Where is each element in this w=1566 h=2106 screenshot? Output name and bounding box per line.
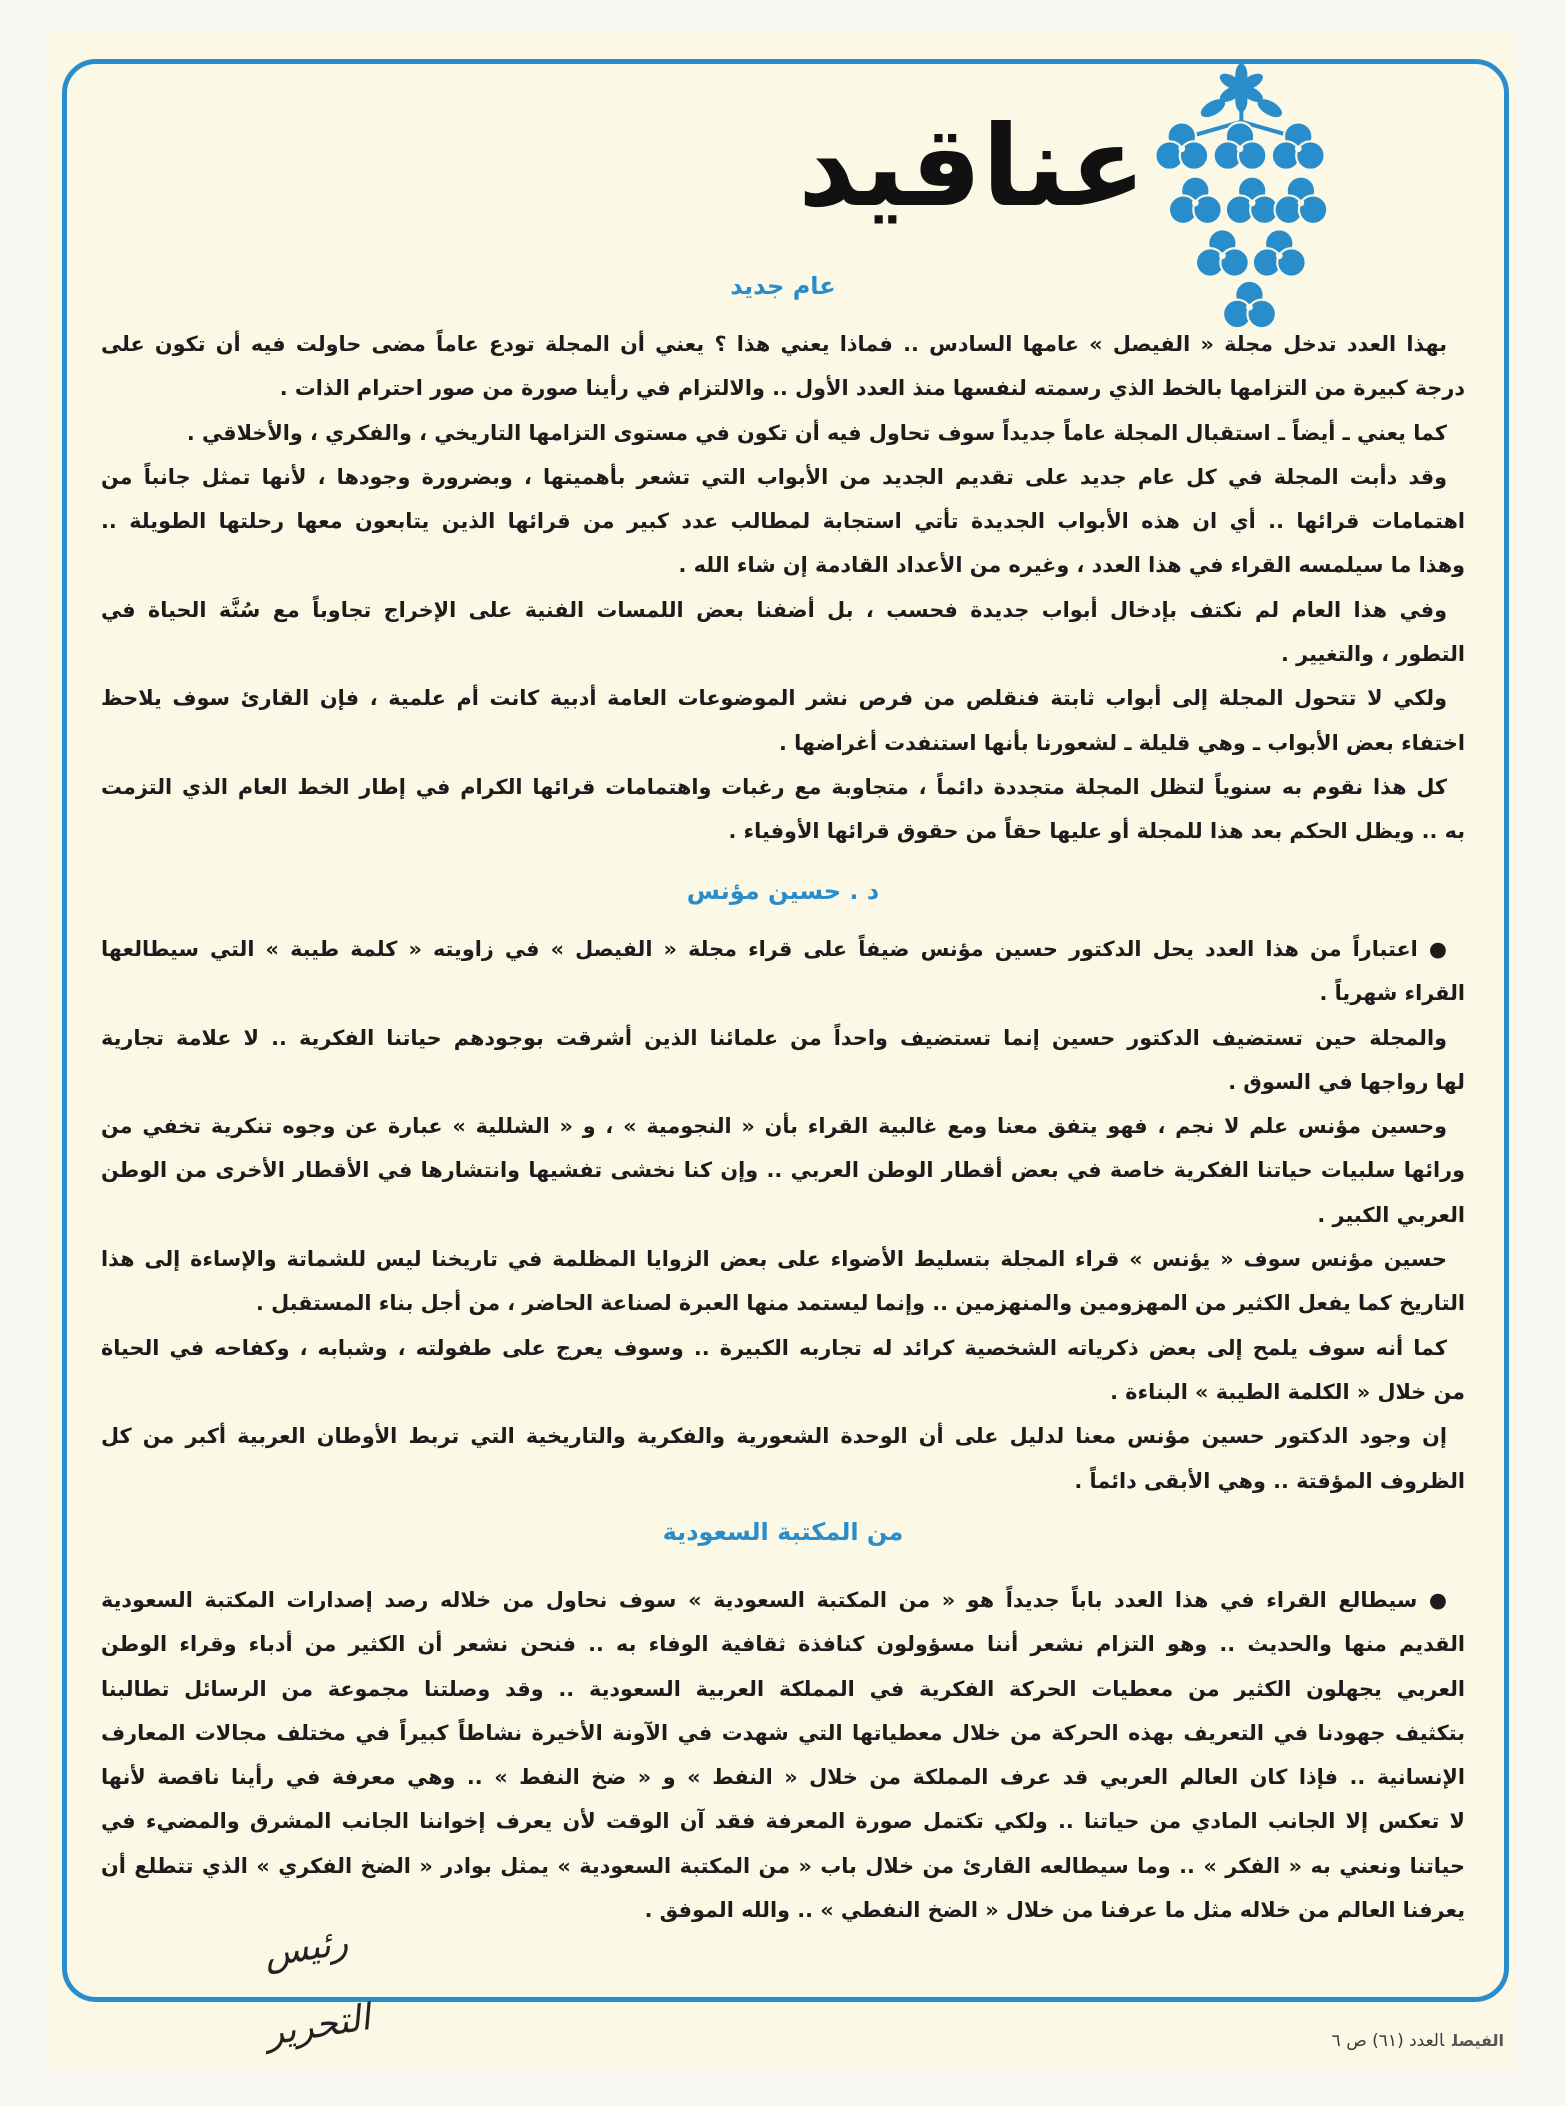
text-line: اهتمامات قرائها .. أي ان هذه الأبواب الجديدة تأتي استجابة لمطالب عدد كبير من قرائها الذين يتابعون معها رحلتها الطويلة .. <box>101 509 1465 534</box>
text-line: والمجلة حين تستضيف الدكتور حسين إنما تستضيف واحداً من علمائنا الذين أشرقت بوجودهم حياتنا الفكرية .. لا علامة تجارية <box>101 1025 1447 1050</box>
footer-issue-page: العدد (٦١) ص ٦ <box>1331 2031 1445 2051</box>
text-line: كما أنه سوف يلمح إلى بعض ذكرياته الشخصية كرائد له تجاربه الكبيرة .. وسوف يعرج على طفولته ، وشبابه ، وكفاحه في الحياة <box>101 1335 1447 1360</box>
footer-magazine-logo: الفيصل <box>1452 2031 1504 2050</box>
text-line: العربي يجهلون الكثير من معطيات الحركة الفكرية في المملكة العربية السعودية .. وقد وصلتنا مجموعة من الرسائل تطالبنا <box>101 1676 1465 1701</box>
grape-clover <box>1214 122 1267 169</box>
text-line: ولكي لا تتحول المجلة إلى أبواب ثابتة فنقلص من فرص نشر الموضوعات العامة أدبية كانت أم علمية ، فإن القارئ سوف يلاحظ <box>101 686 1447 711</box>
text-line: حياتنا ونعني به « الفكر » .. وما سيطالعه القارئ من خلال باب « من المكتبة السعودية » يمثل بوادر « الضخ الفكري » الذي تتطلع أن <box>101 1853 1465 1878</box>
text-line: حسين مؤنس سوف « يؤنس » قراء المجلة بتسليط الأضواء على بعض الزوايا المظلمة في تاريخنا ليس للشماتة والإساءة إلى هذا <box>101 1247 1447 1272</box>
grape-clover <box>1155 122 1208 169</box>
text-line: وقد دأبت المجلة في كل عام جديد على تقديم الجديد من الأبواب التي تشعر بأهميتها ، وبضرورة وجودها ، لأنها تمثل جانباً من <box>101 464 1447 489</box>
text-line: الظروف المؤقتة .. وهي الأبقى دائماً . <box>1074 1468 1465 1493</box>
text-line: ● سيطالع القراء في هذا العدد باباً جديداً هو « من المكتبة السعودية » سوف نحاول من خلاله رصد إصدارات المكتبة السعودية <box>101 1588 1447 1612</box>
text-line: لا تعكس إلا الجانب المادي من حياتنا .. ولكي تكتمل صورة المعرفة فقد آن الوقت لأن يعرف إخواننا الجانب المشرق والمضيء في <box>101 1809 1465 1834</box>
paragraph <box>101 1016 1465 1105</box>
paragraph <box>101 455 1465 588</box>
text-line: درجة كبيرة من التزامها بالخط الذي رسمته لنفسها منذ العدد الأول .. والالتزام في رأينا صورة من صور احترام الذات . <box>279 376 1465 401</box>
section-heading: من المكتبة السعودية <box>662 1518 904 1546</box>
column-logo <box>788 104 1156 230</box>
paragraph <box>101 927 1465 1016</box>
text-line: التطور ، والتغيير . <box>1281 642 1465 667</box>
text-line: اختفاء بعض الأبواب ـ وهي قليلة ـ لشعورنا بأنها استنفدت أغراضها . <box>778 730 1465 755</box>
column-logo-text: عناقيد <box>797 102 1147 232</box>
text-line: كل هذا نقوم به سنوياً لتظل المجلة متجددة دائماً ، متجاوبة مع رغبات واهتمامات قرائها الكرام في إطار الخط العام الذي التزمت <box>101 774 1447 799</box>
paragraph <box>101 1414 1465 1503</box>
paragraph <box>101 322 1465 411</box>
text-line: ورائها سلبيات حياتنا الفكرية خاصة في بعض أقطار الوطن العربي .. وإن كنا نخشى تفشيها وانتشارها في الأقطار الأخرى من الوطن <box>101 1158 1465 1183</box>
text-line: الإنسانية .. فإذا كان العالم العربي قد عرف المملكة من خلال « النفط » و « ضخ النفط » .. وهي معرفة في رأينا ناقصة لأنها <box>101 1765 1465 1790</box>
article-section <box>101 1578 1465 1932</box>
text-line: يعرفنا العالم من خلاله مثل ما عرفنا من خلال « الضخ النفطي » .. والله الموفق . <box>644 1898 1465 1923</box>
grape-clover <box>1275 177 1328 224</box>
text-line: كما يعني ـ أيضاً ـ استقبال المجلة عاماً جديداً سوف تحاول فيه أن تكون في مستوى التزامها التاريخي ، والفكري ، والأخلاقي . <box>186 420 1447 445</box>
paragraph <box>101 1578 1465 1932</box>
paragraph <box>101 411 1465 455</box>
text-line: بهذا العدد تدخل مجلة « الفيصل » عامها السادس .. فماذا يعني هذا ؟ يعني أن المجلة تودع عاماً مضى حاولت فيه أن تكون على <box>101 332 1447 356</box>
grape-clover <box>1226 177 1279 224</box>
text-line: القراء شهرياً . <box>1319 981 1465 1006</box>
article-section <box>101 927 1465 1503</box>
section-heading: عام جديد <box>730 272 836 300</box>
text-line: ● اعتباراً من هذا العدد يحل الدكتور حسين مؤنس ضيفاً على قراء مجلة « الفيصل » في زاويته « كلمة طيبة » التي سيطالعها <box>101 937 1447 961</box>
paragraph <box>101 1326 1465 1415</box>
text-line: وحسين مؤنس علم لا نجم ، فهو يتفق معنا ومع غالبية القراء بأن « النجومية » ، و « الشللية » عبارة عن وجوه تنكرية تخفي من <box>101 1114 1447 1139</box>
text-line: من خلال « الكلمة الطيبة » البناءة . <box>1110 1379 1465 1404</box>
paragraph <box>101 676 1465 765</box>
text-line: بتكثيف جهودنا في التعريف بهذه الحركة من خلال معطياتها التي شهدت في الآونة الأخيرة نشاطاً كبيراً في مختلف مجالات المعارف <box>101 1720 1465 1745</box>
grape-clover <box>1272 122 1325 169</box>
paragraph <box>101 765 1465 854</box>
article-section <box>101 322 1465 854</box>
text-line: وهذا ما سيلمسه القراء في هذا العدد ، وغيره من الأعداد القادمة إن شاء الله . <box>678 553 1465 578</box>
text-line: إن وجود الدكتور حسين مؤنس معنا لدليل على أن الوحدة الشعورية والفكرية والتاريخية التي تربط الأوطان العربية أكبر من كل <box>101 1424 1447 1449</box>
paragraph <box>101 588 1465 677</box>
paragraph <box>101 1237 1465 1326</box>
page-footer <box>1250 2026 1504 2056</box>
text-line: به .. ويظل الحكم بعد هذا للمجلة أو عليها حقاً من حقوق قرائها الأوفياء . <box>728 819 1465 844</box>
paragraph <box>101 1104 1465 1237</box>
text-line: القديم منها والحديث .. وهو التزام نشعر أننا مسؤولون كنافذة ثقافية الوفاء به .. فنحن نشعر أن الكثير من أدباء وقراء الوطن <box>101 1632 1465 1657</box>
text-line: التاريخ كما يفعل الكثير من المهزومين والمنهزمين .. وإنما ليستمد منها العبرة لصناعة الحاضر ، من أجل بناء المستقبل . <box>256 1291 1465 1316</box>
editor-signature: رئيس التحرير <box>261 1921 374 2054</box>
section-heading: د . حسين مؤنس <box>686 877 880 905</box>
text-line: لها رواجها في السوق . <box>1228 1069 1465 1094</box>
text-line: وفي هذا العام لم نكتف بإدخال أبواب جديدة فحسب ، بل أضفنا بعض اللمسات الفنية على الإخراج تجاوباً مع سُنَّة الحياة في <box>101 597 1447 622</box>
text-line: العربي الكبير . <box>1317 1202 1465 1227</box>
grape-clover <box>1169 177 1222 224</box>
